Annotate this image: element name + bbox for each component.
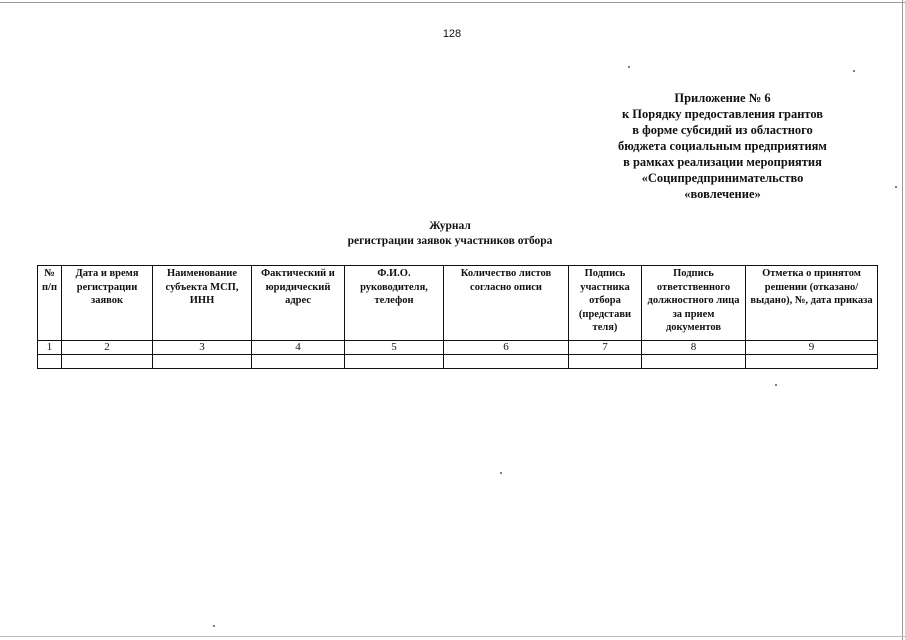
journal-title: Журнал (429, 220, 471, 232)
journal-subtitle: регистрации заявок участников отбора (347, 235, 553, 247)
scan-speck (895, 186, 897, 188)
appendix-block (575, 90, 870, 202)
scan-speck (500, 472, 502, 474)
table-cell[interactable] (746, 355, 878, 369)
header-manager: Ф.И.О. руководителя, телефон (345, 266, 444, 341)
table-cell[interactable] (642, 355, 746, 369)
table-cell[interactable] (569, 355, 642, 369)
scan-speck (775, 384, 777, 386)
column-number: 5 (345, 341, 444, 355)
appendix-line: «Соципредпринимательство (641, 171, 804, 185)
scan-edge-right (902, 0, 903, 640)
header-entity-name: Наименование субъекта МСП, ИНН (153, 266, 252, 341)
scan-speck (213, 625, 215, 627)
registration-table (37, 265, 878, 369)
column-number: 2 (62, 341, 153, 355)
appendix-line-title: Приложение № 6 (674, 91, 771, 105)
header-official-signature: Подпись ответственного должностного лица за прием документов (642, 266, 746, 341)
scan-edge-top (0, 2, 905, 3)
column-number: 6 (444, 341, 569, 355)
appendix-line: к Порядку предоставления грантов (621, 107, 824, 121)
appendix-line: в рамках реализации мероприятия (623, 155, 822, 169)
table-cell[interactable] (252, 355, 345, 369)
table-row (38, 355, 878, 369)
scan-edge-bottom (0, 636, 905, 637)
column-number: 9 (746, 341, 878, 355)
table-column-number-row (38, 341, 878, 355)
column-number: 1 (38, 341, 62, 355)
appendix-line: «вовлечение» (684, 187, 761, 201)
table-cell[interactable] (62, 355, 153, 369)
column-number: 7 (569, 341, 642, 355)
appendix-line: в форме субсидий из областного (632, 123, 813, 137)
header-sheet-count: Количество листов согласно описи (444, 266, 569, 341)
table-cell[interactable] (38, 355, 62, 369)
column-number: 8 (642, 341, 746, 355)
header-participant-signature: Подпись участника отбора (представи теля) (569, 266, 642, 341)
scan-speck (853, 70, 855, 72)
appendix-line: бюджета социальным предприятиям (618, 139, 827, 153)
journal-heading (250, 219, 650, 249)
header-address: Фактический и юридический адрес (252, 266, 345, 341)
table-cell[interactable] (345, 355, 444, 369)
table-cell[interactable] (153, 355, 252, 369)
page-number: 128 (442, 28, 462, 40)
column-number: 4 (252, 341, 345, 355)
table-header-row (38, 266, 878, 341)
column-number: 3 (153, 341, 252, 355)
table-cell[interactable] (444, 355, 569, 369)
header-registration-date: Дата и время регистрации заявок (62, 266, 153, 341)
scan-speck (628, 66, 630, 68)
header-number: № п/п (38, 266, 62, 341)
header-decision: Отметка о принятом решении (отказано/выдано), №, дата приказа (746, 266, 878, 341)
